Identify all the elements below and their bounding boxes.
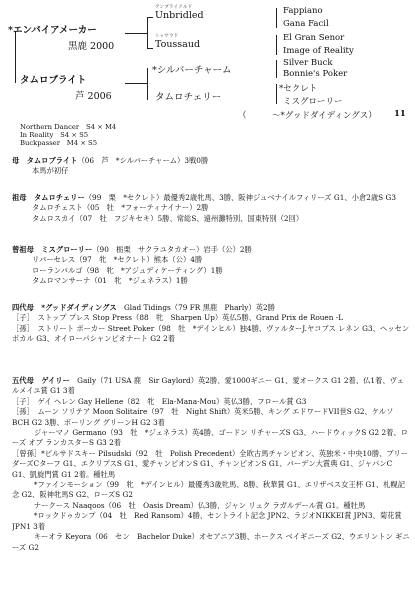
section-row: タムロチェスト（05 牡 *フォーティナイナー）2勝 <box>32 203 209 213</box>
section-row: ［子］ ゲイ ヘレン Gay Hellene（82 牝 Ela-Mana-Mou）英仏3勝、フロール賞 G3 <box>12 396 307 406</box>
bracket-line <box>147 68 148 100</box>
bracket-line <box>125 83 147 84</box>
inbreeding-item: In Reality S4 × S5 <box>20 131 89 140</box>
sd-parent-2: Image of Reality <box>283 46 354 56</box>
section-horse-name: タムロブライト <box>26 156 78 165</box>
dam-name: タムロブライト <box>20 75 87 86</box>
inbreeding-list <box>20 123 116 148</box>
section-horse-name: ゲイリー <box>41 376 70 385</box>
section-horse-name: ミスグローリー <box>41 245 93 254</box>
family-note: （ 〜*グッドダイディングス） <box>238 111 377 121</box>
bracket-line <box>15 32 16 83</box>
section-5th-dam <box>12 376 410 553</box>
inbreeding-item: Buckpasser M4 × S5 <box>20 139 98 148</box>
section-head: 五代母 <box>12 376 34 385</box>
bracket-line <box>276 8 277 28</box>
section-row: ［孫］ ストリート ポーカー Street Poker（98 牡 *デインヒル）独4勝、ヴァルターJ.ヤコブス レネン G3、ヘッセン ポカル G3、オイローパシャンピオナート G2 2着 <box>12 323 410 344</box>
bracket-line <box>276 35 277 55</box>
section-row: リバーセレス（97 牝 *セクレト）熊本（公）4勝 <box>32 255 203 265</box>
section-row: ローランバルゴ（98 牝 *アジュディケーティング）1勝 <box>32 265 223 275</box>
sire-color-year: 黒鹿 2000 <box>68 41 115 52</box>
section-row: （99 栗 *セクレト）最優秀2歳牝馬、3勝、阪神ジュベナイルフィリーズ G1、小倉2歳S G3 <box>84 193 396 202</box>
ds-parent-2: Bonnie's Poker <box>283 69 348 79</box>
section-head: 母 <box>12 156 20 165</box>
section-horse-name: タムロチェリー <box>33 193 85 202</box>
bracket-line <box>147 17 153 18</box>
sd-parent-1: El Gran Senor <box>283 33 345 43</box>
section-4th-dam <box>12 303 410 345</box>
section-row: ナークース Naaqoos（06 牡 Oasis Dream）仏3勝、ジャン リュク ラガルデール賞 G1。種牡馬 <box>12 500 366 510</box>
dam-dam-name: タムロチェリー <box>155 92 222 103</box>
sire-sire-kana: アンブライドルド <box>155 5 193 10</box>
section-row: Glad Tidings（79 FR 黒鹿 Pharly）英2勝 <box>123 303 275 312</box>
dam-sire-name: *シルバーチャーム <box>152 65 232 76</box>
section-row: *ロックドゥカンプ（04 牡 Red Ransom）4勝、セントライト記念 JPN2、ラジオNIKKEI賞 JPN3、菊花賞 JPN1 3着 <box>12 511 402 531</box>
sire-dam-name: Toussaud <box>155 39 201 50</box>
section-granddam <box>12 193 410 224</box>
sire-dam-kana: トゥサウド <box>155 34 179 39</box>
section-head: 曾祖母 <box>12 245 34 254</box>
section-head: 祖母 <box>12 193 27 202</box>
section-row: ［子］ ストップ プレス Stop Press（88 牝 Sharpen Up）英仏5勝、Grand Prix de Rouen -L <box>12 313 344 323</box>
section-row: ［曾孫］*ピルサドスキー Pilsudski（92 牡 Polish Precedent）全欧古馬チャンピオン、英独米・中央10勝、ブリーダーズCターフ G1、エクリプスS G1、愛チャンピオンS G1、チャンピオンS G1、バーデン大賞典 G1、ジャパンC G1、凱旋門賞 G1 2着。種牡馬 <box>12 448 409 479</box>
section-dam <box>12 156 410 177</box>
sire-sire-name: Unbridled <box>155 10 204 21</box>
section-row: Gaily（71 USA 鹿 Sir Gaylord）英2勝、愛1000ギニー G1、愛オークス G1 2着、仏1着、ヴェルメイユ賞 G1 3着 <box>12 376 404 396</box>
section-row: タムロスカイ（07 牡 フジキセキ）5勝、常総S、遠州灘特別、国東特別（2回） <box>32 213 304 223</box>
section-row: （90 栃栗 サクラユタカオー）岩手（公）2勝 <box>92 245 252 254</box>
section-row: （06 芦 *シルバーチャーム）3戦0勝 <box>77 156 209 165</box>
section-row: *ファインモーション（99 牝 *デインヒル）最優秀3歳牝馬、8勝、秋華賞 G1、エリザベス女王杯 G1、札幌記念 G2、阪神牝馬S G2、ローズS G2 <box>12 480 406 500</box>
sire-name: *エンバイアメーカー <box>8 25 97 36</box>
section-row: 本馬が初仔 <box>32 166 69 176</box>
section-great-granddam <box>12 245 410 287</box>
ds-parent-1: Silver Buck <box>283 58 333 68</box>
bracket-line <box>147 48 153 49</box>
section-row: ［孫］ ムーン ソリテア Moon Solitaire（97 牡 Night Shift）英米5勝、キング エドワードVII世S G2、ケルソBCH G2 3勝、ボーリング グリーンH G2 3着 <box>12 407 394 427</box>
dd-parent-1: *セクレト <box>279 84 318 94</box>
ss-parent-1: Fappiano <box>283 6 323 16</box>
bracket-line <box>125 33 147 34</box>
dam-color-year: 芦 2006 <box>75 91 112 102</box>
section-row: タムロマンサーナ（01 牝 *ジェネラス）1勝 <box>32 276 188 286</box>
bracket-line <box>276 60 277 78</box>
ss-parent-2: Gana Facil <box>283 19 329 29</box>
bracket-line <box>276 84 277 104</box>
section-row: ジャーマノ Germano（93 牡 *ジェネラス）英4勝、ゴードン リチャーズS G3、ハードウィックS G2 2着、ローズ オブ ランカスターS G3 2着 <box>12 428 409 448</box>
bracket-line <box>147 17 148 48</box>
family-number: 11 <box>394 109 406 119</box>
section-horse-name: *グッドダイディングス <box>41 303 117 312</box>
dd-parent-2: ミスグローリー <box>283 97 343 107</box>
inbreeding-item: Northern Dancer S4 × M4 <box>20 123 117 131</box>
section-head: 四代母 <box>12 303 34 312</box>
section-row: キーオラ Keyora（06 セン Bachelor Duke）オセアニア3勝、ホークス ベイギニーズ G2、ウエリントン ギニーズ G2 <box>12 532 410 552</box>
